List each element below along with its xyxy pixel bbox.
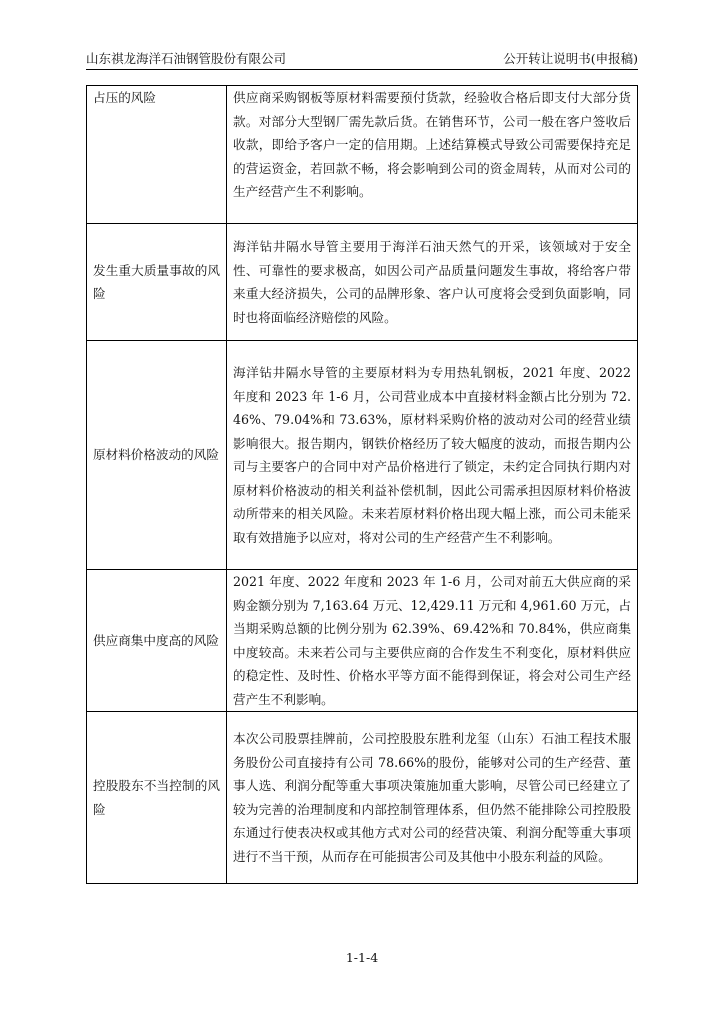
table-row bbox=[87, 86, 638, 224]
risk-description: 海洋钻井隔水导管的主要原材料为专用热轧钢板，2021 年度、2022 年度和 2023 年 1-6 月，公司营业成本中直接材料金额占比分别为 72.46%、79.04%和 73.63%，原材料采购价格的波动对公司的经营业绩影响很大。报告期内，钢铁价格经历了较大幅度的波动，而报告期内公司与主要客户的合同中对产品价格进行了锁定，未约定合同执行期内对原材料价格波动的相关利益补偿机制，因此公司需承担因原材料价格波动所带来的相关风险。未来若原材料价格出现大幅上涨，而公司未能采取有效措施予以应对，将对公司的生产经营产生不利影响。 bbox=[227, 341, 638, 570]
table-row bbox=[87, 570, 638, 712]
risk-name: 原材料价格波动的风险 bbox=[87, 341, 227, 570]
risk-description: 海洋钻井隔水导管主要用于海洋石油天然气的开采，该领域对于安全性、可靠性的要求极高，如因公司产品质量问题发生事故，将给客户带来重大经济损失，公司的品牌形象、客户认可度将会受到负面影响，同时也将面临经济赔偿的风险。 bbox=[227, 224, 638, 341]
table-row bbox=[87, 341, 638, 570]
document-title: 公开转让说明书(申报稿) bbox=[503, 51, 638, 66]
company-name: 山东祺龙海洋石油钢管股份有限公司 bbox=[86, 51, 287, 66]
risk-name: 发生重大质量事故的风险 bbox=[87, 224, 227, 341]
header-rule bbox=[86, 69, 638, 70]
risk-name: 供应商集中度高的风险 bbox=[87, 570, 227, 712]
table-row bbox=[87, 224, 638, 341]
risk-name: 控股股东不当控制的风险 bbox=[87, 712, 227, 884]
risk-description: 供应商采购钢板等原材料需要预付货款，经验收合格后即支付大部分货款。对部分大型钢厂需先款后货。在销售环节，公司一般在客户签收后收款，即给予客户一定的信用期。上述结算模式导致公司需要保持充足的营运资金，若回款不畅，将会影响到公司的资金周转，从而对公司的生产经营产生不利影响。 bbox=[227, 86, 638, 224]
risk-description: 本次公司股票挂牌前，公司控股股东胜利龙玺（山东）石油工程技术服务股份公司直接持有公司 78.66%的股份，能够对公司的生产经营、董事人选、利润分配等重大事项决策施加重大影响，尽管公司已经建立了较为完善的治理制度和内部控制管理体系，但仍然不能排除公司控股股东通过行使表决权或其他方式对公司的经营决策、利润分配等重大事项进行不当干预，从而存在可能损害公司及其他中小股东利益的风险。 bbox=[227, 712, 638, 884]
page-number: 1-1-4 bbox=[345, 950, 379, 965]
risk-name: 占压的风险 bbox=[87, 86, 227, 224]
risk-table bbox=[86, 85, 638, 884]
table-row bbox=[87, 712, 638, 884]
risk-description: 2021 年度、2022 年度和 2023 年 1-6 月，公司对前五大供应商的采购金额分别为 7,163.64 万元、12,429.11 万元和 4,961.60 万元，占当期采购总额的比例分别为 62.39%、69.42%和 70.84%，供应商集中度较高。未来若公司与主要供应商的合作发生不利变化，原材料供应的稳定性、及时性、价格水平等方面不能得到保证，将会对公司生产经营产生不利影响。 bbox=[227, 570, 638, 712]
